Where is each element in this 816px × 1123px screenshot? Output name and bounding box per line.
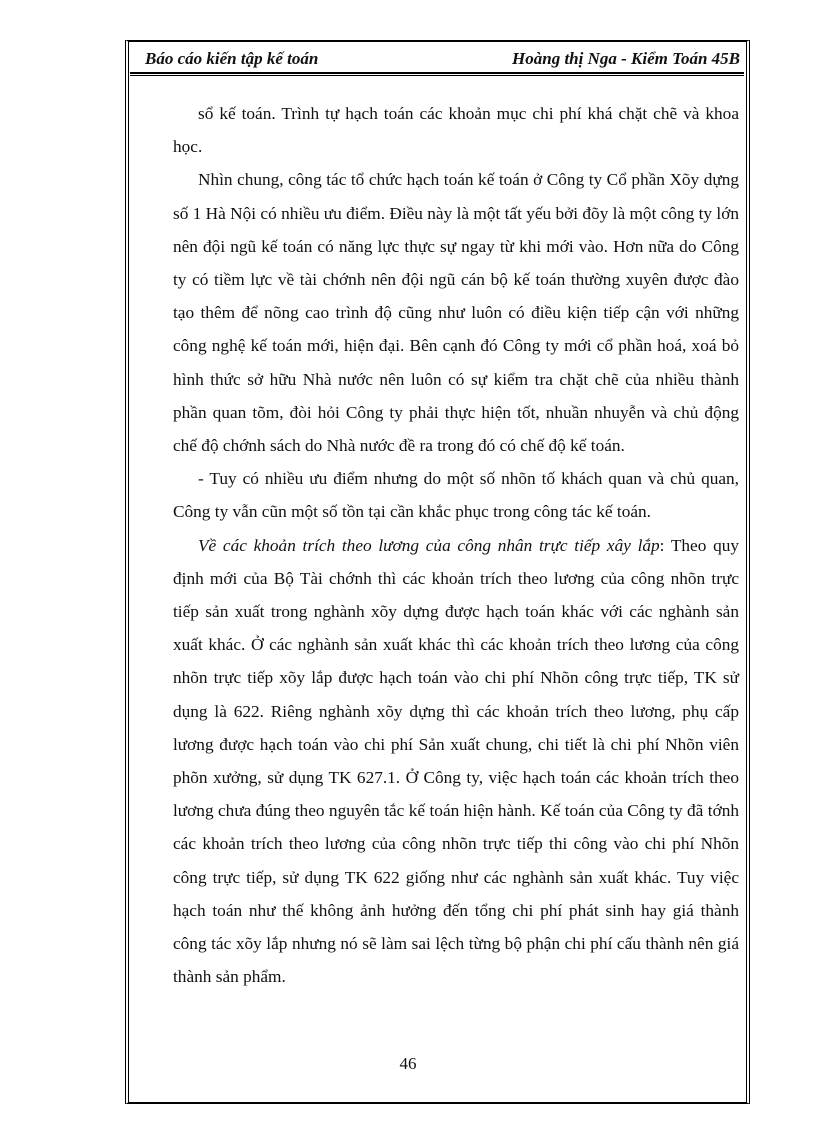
paragraph-1: sổ kế toán. Trình tự hạch toán các khoản mục chi phí khá chặt chẽ và khoa học.: [173, 104, 739, 157]
page-number: 46: [399, 1054, 417, 1073]
paragraph-4-text: : Theo quy định mới của Bộ Tài chớnh thì các khoản trích theo lương của công nhõn trực tiếp sản xuất trong nghành xõy dựng được hạch toán khác với các nghành sản xuất khác. Ở các nghành sản xuất khác thì các khoản trích theo lương của công nhõn trực tiếp xõy lắp được hạch toán vào chi phí Nhõn công trực tiếp, TK sử dụng là 622. Riêng nghành xõy dựng thì các khoản trích theo lương, phụ cấp lương được hạch toán vào chi phí Sản xuất chung, chi tiết là chi phí Nhõn viên phõn xưởng, sử dụng TK 627.1. Ở Công ty, việc hạch toán các khoản trích theo lương chưa đúng theo nguyên tắc kế toán hiện hành. Kế toán của Công ty đã tớnh các khoản trích theo lương của công nhõn trực tiếp thi công vào chi phí Nhõn công trực tiếp, sử dụng TK 622 giống như các nghành sản xuất khác. Tuy việc hạch toán như thế không ảnh hưởng đến tổng chi phí phát sinh hay giá thành công tác xõy lắp nhưng nó sẽ làm sai lệch từng bộ phận chi phí cấu thành nên giá thành sản phẩm.: [173, 535, 739, 987]
header-report-title: Báo cáo kiến tập kế toán: [145, 49, 319, 68]
paragraph-4-italic-lead: Về các khoản trích theo lương của công nhân trực tiếp xây lắp: [198, 535, 660, 555]
body-text: [173, 97, 739, 993]
page-header: [145, 46, 740, 72]
paragraph-2: Nhìn chung, công tác tổ chức hạch toán kế toán ở Công ty Cổ phần Xõy dựng số 1 Hà Nội có nhiều ưu điểm. Điều này là một tất yếu bởi đõy là một công ty lớn nên đội ngũ kế toán có năng lực thực sự ngay từ khi mới vào. Hơn nữa do Công ty có tiềm lực về tài chớnh nên đội ngũ cán bộ kế toán thường xuyên được đào tạo thêm để nõng cao trình độ cũng như luôn có điều kiện tiếp cận với những công nghệ kế toán mới, hiện đại. Bên cạnh đó Công ty mới cổ phần hoá, xoá bỏ hình thức sở hữu Nhà nước nên luôn có sự kiểm tra chặt chẽ của nhiều thành phần quan tõm, đòi hỏi Công ty phải thực hiện tốt, nhuần nhuyễn và chủ động chế độ chớnh sách do Nhà nước đề ra trong đó có chế độ kế toán.: [173, 170, 739, 456]
header-author: Hoàng thị Nga - Kiểm Toán 45B: [512, 49, 740, 68]
header-divider: [130, 72, 744, 76]
paragraph-4: [173, 529, 739, 994]
paragraph-3: - Tuy có nhiều ưu điểm nhưng do một số nhõn tố khách quan và chủ quan, Công ty vẫn cũn một số tồn tại cần khắc phục trong công tác kế toán.: [173, 469, 739, 522]
